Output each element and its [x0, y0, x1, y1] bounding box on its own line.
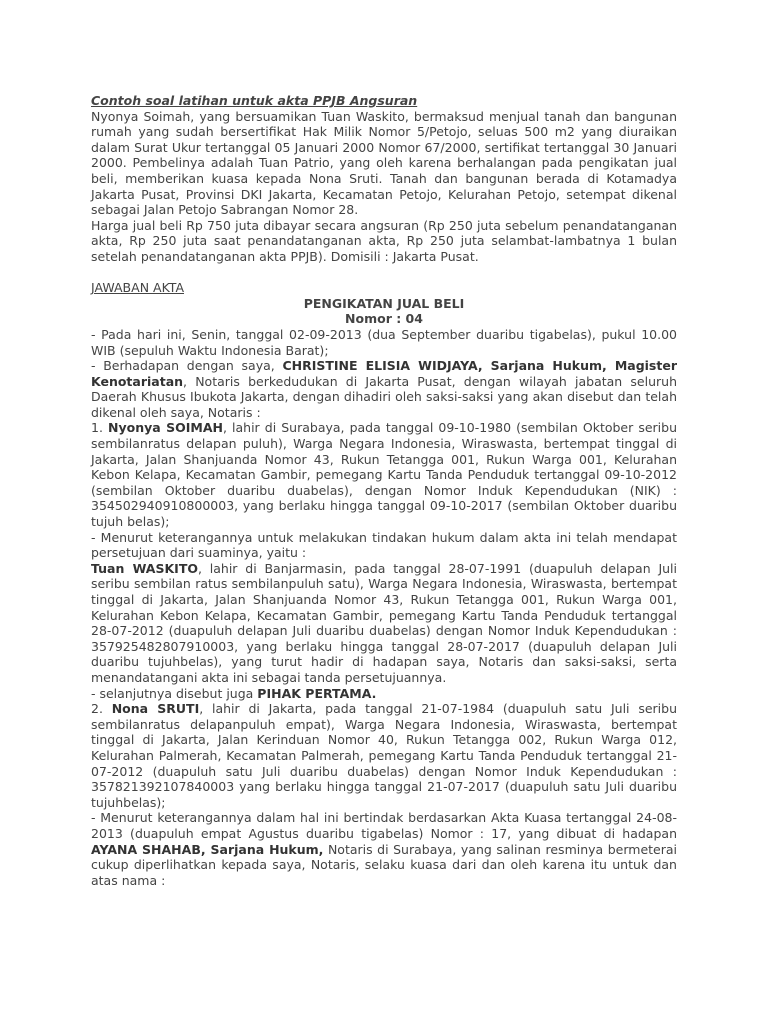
kuasa-detail: Notaris di Surabaya, yang salinan resminya bermeterai cukup diperlihatkan kepada saya, Notaris, selaku kuasa dari dan oleh karena itu untuk dan atas nama :	[91, 841, 677, 888]
akta-number: Nomor : 04	[345, 311, 423, 327]
akta-date-paragraph: - Pada hari ini, Senin, tanggal 02-09-2013 (dua September duaribu tigabelas), pukul 10.00 WIB (sepuluh Waktu Indonesia Barat);	[91, 326, 677, 358]
soal-paragraph-1: Nyonya Soimah, yang bersuamikan Tuan Waskito, bermaksud menjual tanah dan bangunan rumah yang sudah bersertifikat Hak Milik Nomor 5/Petojo, seluas 500 m2 yang diuraikan dalam Surat Ukur tertanggal 05 Januari 2000 Nomor 67/2000, sertifikat tertanggal 30 Januari 2000. Pembelinya adalah Tuan Patrio, yang oleh karena berhalangan pada pengikatan jual beli, memberikan kuasa kepada Nona Sruti. Tanah dan bangunan berada di Kotamadya Jakarta Pusat, Provinsi DKI Jakarta, Kecamatan Petojo, Kelurahan Petojo, setempat dikenal sebagai Jalan Petojo Sabrangan Nomor 28.	[91, 108, 677, 218]
jawaban-heading: JAWABAN AKTA	[91, 280, 185, 296]
pihak-pertama-prefix: - selanjutnya disebut juga	[91, 685, 258, 701]
pihak-pertama-label: PIHAK PERTAMA.	[257, 685, 377, 701]
notaris-prefix: - Berhadapan dengan saya,	[91, 358, 283, 374]
document-page	[91, 93, 677, 888]
notaris-detail: , Notaris berkedudukan di Jakarta Pusat, dengan wilayah jabatan seluruh Daerah Khusus Ibukota Jakarta, dengan dihadiri oleh saksi-saksi yang akan disebut dan telah dikenal oleh saya, Notaris :	[91, 373, 677, 420]
suami-detail: , lahir di Banjarmasin, pada tanggal 28-07-1991 (duapuluh delapan Juli seribu sembilan ratus sembilanpuluh satu), Warga Negara Indonesia, Wiraswasta, bertempat tinggal di Jakarta, Jalan Shanjuanda Nomor 43, Rukun Tetangga 001, Rukun Warga 001, Kelurahan Kebon Kelapa, Kecamatan Gambir, pemegang Kartu Tanda Penduduk tertanggal 28-07-2012 (duapuluh delapan Juli duaribu duabelas) dengan Nomor Induk Kependudukan : 357925482807910003, yang berlaku hingga tanggal 28-07-2017 (duapuluh delapan Juli duaribu tujuhbelas), yang turut hadir di hadapan saya, Notaris dan saksi-saksi, serta menandatangani akta ini sebagai tanda persetujuannya.	[91, 560, 678, 685]
pihak-1-number: 1.	[91, 420, 108, 436]
notaris-paragraph	[91, 358, 677, 420]
pihak-1-name: Nyonya SOIMAH	[108, 420, 223, 436]
pihak-2-number: 2.	[91, 701, 112, 717]
pihak-1-detail: , lahir di Surabaya, pada tanggal 09-10-1980 (sembilan Oktober seribu sembilanratus delapan puluh), Warga Negara Indonesia, Wiraswasta, bertempat tinggal di Jakarta, Jalan Shanjuanda Nomor 43, Rukun Tetangga 001, Rukun Warga 001, Kelurahan Kebon Kelapa, Kecamatan Gambir, pemegang Kartu Tanda Penduduk tertanggal 09-10-2012 (sembilan Oktober duaribu duabelas), dengan Nomor Induk Kependudukan (NIK) : 354502940910800003, yang berlaku hingga tanggal 09-10-2017 (sembilan Oktober duaribu tujuh belas);	[91, 420, 677, 530]
pihak-1-paragraph	[91, 420, 677, 529]
akta-title: PENGIKATAN JUAL BELI	[303, 295, 465, 311]
notaris-name: CHRISTINE ELISIA WIDJAYA, Sarjana Hukum, Magister Kenotariatan	[91, 358, 677, 389]
kuasa-paragraph	[91, 810, 677, 888]
suami-paragraph	[91, 561, 677, 686]
kuasa-prefix: - Menurut keterangannya dalam hal ini bertindak berdasarkan Akta Kuasa tertanggal 24-08-2013 (duapuluh empat Agustus duaribu tigabelas) Nomor : 17, yang dibuat di hadapan	[91, 810, 677, 841]
pihak-pertama-line	[91, 686, 677, 702]
document-title: Contoh soal latihan untuk akta PPJB Angsuran	[91, 93, 418, 108]
kuasa-notaris-name: AYANA SHAHAB, Sarjana Hukum,	[91, 841, 324, 857]
persetujuan-paragraph: - Menurut keterangannya untuk melakukan tindakan hukum dalam akta ini telah mendapat persetujuan dari suaminya, yaitu :	[91, 529, 677, 561]
soal-paragraph-2: Harga jual beli Rp 750 juta dibayar secara angsuran (Rp 250 juta sebelum penandatanganan akta, Rp 250 juta saat penandatanganan akta, Rp 250 juta selambat-lambatnya 1 bulan setelah penandatanganan akta PPJB). Domisili : Jakarta Pusat.	[91, 217, 677, 264]
pihak-2-paragraph	[91, 701, 677, 810]
pihak-2-name: Nona SRUTI	[111, 701, 200, 717]
suami-name: Tuan WASKITO	[91, 560, 198, 576]
pihak-2-detail: , lahir di Jakarta, pada tanggal 21-07-1984 (duapuluh satu Juli seribu sembilanratus delapanpuluh empat), Warga Negara Indonesia, Wiraswasta, bertempat tinggal di Jakarta, Jalan Kerinduan Nomor 40, Rukun Tetangga 002, Rukun Warga 012, Kelurahan Palmerah, Kecamatan Palmerah, pemegang Kartu Tanda Penduduk tertanggal 21-07-2012 (duapuluh satu Juli duaribu duabelas) dengan Nomor Induk Kependudukan : 357821392107840003 yang berlaku hingga tanggal 21-07-2017 (duapuluh satu Juli duaribu tujuhbelas);	[91, 701, 677, 810]
